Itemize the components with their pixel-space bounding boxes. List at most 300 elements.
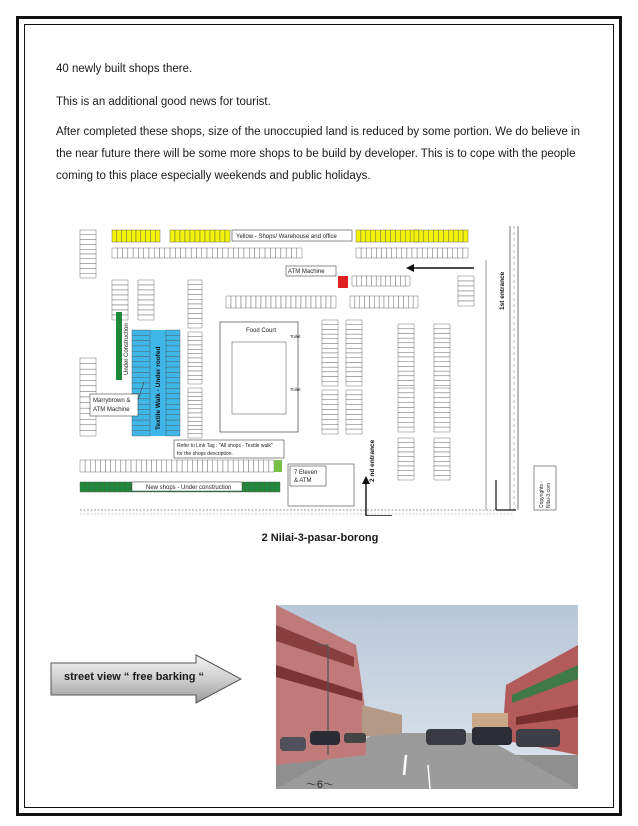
shop-lot <box>458 296 474 301</box>
shop-lot <box>387 248 392 258</box>
shop-lot <box>346 358 362 363</box>
second-entrance-label: 2 nd entrance <box>369 439 376 482</box>
shop-lot <box>281 296 286 308</box>
shop-lot <box>331 296 336 308</box>
shop-lot <box>202 248 207 258</box>
shop-lot <box>188 314 202 319</box>
shop-lot <box>322 390 338 395</box>
refer-line2: for the shops description. <box>177 451 233 457</box>
shop-lot <box>326 296 331 308</box>
shop-lot <box>434 362 450 367</box>
shop-lot <box>254 460 259 472</box>
shop-lot <box>346 325 362 330</box>
shop-lot <box>398 388 414 393</box>
paragraph-3: After completed these shops, size of the unoccupied land is reduced by some portion. We do believe in the near future there will be some more shops to be build by developer. This is to cope with the people coming to this place especially weekends and public holidays. <box>56 126 580 182</box>
shop-lot <box>255 248 260 258</box>
shop-lot <box>346 348 362 353</box>
shop-lot <box>371 248 376 258</box>
shop-lot <box>434 403 450 408</box>
shop-lot <box>188 345 202 349</box>
new-shop-stall <box>245 482 250 492</box>
new-shop-stall <box>105 482 110 492</box>
shop-lot <box>100 460 105 472</box>
shop-lot <box>402 248 407 258</box>
seven-eleven-line1: 7 Eleven <box>294 470 318 476</box>
yellow-shop <box>434 230 439 242</box>
shop-lot <box>207 248 212 258</box>
shop-lot <box>112 248 117 258</box>
shop-lot <box>399 296 404 308</box>
shop-lot <box>123 248 128 258</box>
shop-lot <box>376 276 381 286</box>
shop-lot <box>408 296 413 308</box>
parking-bay <box>80 375 96 381</box>
shop-lot <box>346 339 362 344</box>
textile-stall <box>166 378 180 383</box>
shop-lot <box>352 276 357 286</box>
yellow-shop <box>386 230 391 242</box>
shop-lot <box>434 408 450 413</box>
shop-lot <box>138 290 154 295</box>
textile-stall <box>132 341 150 346</box>
shop-lot <box>355 296 360 308</box>
map-caption: 2 Nilai-3-pasar-borong <box>261 532 379 544</box>
textile-stall <box>166 330 180 335</box>
shop-lot <box>146 460 151 472</box>
paragraph-2: This is an additional good news for tourist. <box>56 96 271 108</box>
shop-lot <box>392 248 397 258</box>
shop-lot <box>188 392 202 396</box>
shop-lot <box>366 248 371 258</box>
shop-lot <box>398 381 414 386</box>
shop-lot <box>398 398 414 403</box>
shop-lot <box>434 366 450 371</box>
shop-lot <box>233 248 238 258</box>
shop-lot <box>208 460 213 472</box>
shop-lot <box>346 381 362 386</box>
seven-eleven-shop <box>274 460 282 472</box>
shop-lot <box>398 447 414 452</box>
shop-lot <box>121 460 126 472</box>
yellow-shop <box>170 230 175 242</box>
shop-lot <box>296 296 301 308</box>
parking-bay <box>80 380 96 386</box>
shop-lot <box>165 248 170 258</box>
shop-lot <box>251 296 256 308</box>
shop-lot <box>434 388 450 393</box>
shop-lot <box>398 324 414 329</box>
shop-lot <box>322 377 338 382</box>
parking-bay <box>80 273 96 278</box>
yellow-shop <box>150 230 155 242</box>
shop-lot <box>322 339 338 344</box>
shop-lot <box>80 460 85 472</box>
shop-lot <box>241 296 246 308</box>
under-construction-label: Under Construction <box>124 323 130 375</box>
yellow-shop <box>400 230 405 242</box>
shop-lot <box>398 393 414 398</box>
shop-lot <box>434 422 450 427</box>
parking-bay <box>80 259 96 264</box>
shop-lot <box>286 248 291 258</box>
shop-lot <box>322 329 338 334</box>
shop-lot <box>405 276 410 286</box>
textile-stall <box>132 351 150 356</box>
shop-lot <box>391 276 396 286</box>
yellow-shop <box>175 230 180 242</box>
shop-lot <box>136 460 141 472</box>
parking-bay <box>80 358 96 364</box>
shop-lot <box>322 381 338 386</box>
shop-lot <box>398 357 414 362</box>
yellow-shop <box>136 230 141 242</box>
shop-lot <box>427 248 432 258</box>
textile-stall <box>166 362 180 367</box>
shop-lot <box>398 338 414 343</box>
shop-lot <box>276 248 281 258</box>
shop-lot <box>271 296 276 308</box>
shop-lot <box>434 357 450 362</box>
new-shop-stall <box>270 482 275 492</box>
shop-lot <box>167 460 172 472</box>
street-view-photo <box>276 605 578 789</box>
shop-lot <box>403 296 408 308</box>
yellow-shop <box>185 230 190 242</box>
yellow-shop <box>220 230 225 242</box>
shop-lot <box>322 429 338 434</box>
textile-stall <box>166 388 180 393</box>
shop-lot <box>212 248 217 258</box>
shop-lot <box>188 405 202 409</box>
street-view-label: street view “ free barking “ <box>64 671 204 683</box>
shop-lot <box>306 296 311 308</box>
shop-lot <box>434 471 450 476</box>
shop-lot <box>412 248 417 258</box>
shop-lot <box>188 388 202 392</box>
shop-lot <box>182 460 187 472</box>
textile-stall <box>132 425 150 430</box>
food-court-inner <box>232 342 286 414</box>
textile-stall <box>166 335 180 340</box>
food-court-label: Food Court <box>246 328 277 334</box>
shop-lot <box>243 460 248 472</box>
shop-lot <box>186 248 191 258</box>
parking-bay <box>80 254 96 259</box>
shop-lot <box>346 344 362 349</box>
yellow-shop <box>155 230 160 242</box>
shop-lot <box>434 452 450 457</box>
shop-lot <box>398 427 414 432</box>
yellow-shop <box>180 230 185 242</box>
site-map <box>76 220 566 516</box>
shop-lot <box>322 325 338 330</box>
shop-lot <box>85 460 90 472</box>
shop-lot <box>112 285 128 290</box>
shop-lot <box>346 362 362 367</box>
shop-lot <box>281 248 286 258</box>
shop-lot <box>138 295 154 300</box>
shop-lot <box>112 305 128 310</box>
shop-lot <box>434 475 450 480</box>
new-shop-stall <box>95 482 100 492</box>
shop-lot <box>188 430 202 434</box>
shop-lot <box>434 393 450 398</box>
shop-lot <box>172 460 177 472</box>
yellow-shop <box>141 230 146 242</box>
shop-lot <box>434 398 450 403</box>
shop-lot <box>322 424 338 429</box>
shop-lot <box>443 248 448 258</box>
shop-lot <box>398 343 414 348</box>
shop-lot <box>458 301 474 306</box>
parking-bay <box>80 249 96 254</box>
shop-lot <box>376 248 381 258</box>
shop-lot <box>400 276 405 286</box>
shop-lot <box>346 419 362 424</box>
shop-lot <box>434 438 450 443</box>
shop-lot <box>398 471 414 476</box>
new-shop-stall <box>125 482 130 492</box>
shop-lot <box>322 358 338 363</box>
shop-lot <box>398 443 414 448</box>
textile-walk-label: Textile Walk - Under roofed <box>155 346 162 430</box>
shop-lot <box>417 248 422 258</box>
textile-stall <box>132 372 150 377</box>
shop-lot <box>188 409 202 413</box>
shop-lot <box>197 460 202 472</box>
shop-lot <box>322 414 338 419</box>
shop-lot <box>188 299 202 304</box>
shop-lot <box>261 296 266 308</box>
shop-lot <box>398 457 414 462</box>
shop-lot <box>138 305 154 310</box>
shop-lot <box>260 248 265 258</box>
shop-lot <box>297 248 302 258</box>
textile-stall <box>166 415 180 420</box>
shop-lot <box>188 375 202 379</box>
shop-lot <box>398 403 414 408</box>
shop-lot <box>434 352 450 357</box>
shop-lot <box>188 336 202 340</box>
textile-stall <box>132 346 150 351</box>
shop-lot <box>346 377 362 382</box>
shop-lot <box>360 296 365 308</box>
shop-lot <box>434 333 450 338</box>
yellow-shop <box>414 230 419 242</box>
shop-lot <box>322 367 338 372</box>
yellow-shop <box>356 230 361 242</box>
shop-lot <box>361 248 366 258</box>
shop-lot <box>362 276 367 286</box>
shop-lot <box>398 475 414 480</box>
shop-lot <box>365 296 370 308</box>
shop-lot <box>346 424 362 429</box>
bottom-shop-row <box>80 460 274 472</box>
shop-lot <box>138 300 154 305</box>
shop-lot <box>398 352 414 357</box>
shop-lot <box>346 353 362 358</box>
shop-lot <box>90 460 95 472</box>
parking-bay <box>80 364 96 370</box>
shop-lot <box>346 400 362 405</box>
yellow-shop <box>439 230 444 242</box>
shop-lot <box>276 296 281 308</box>
shop-lot <box>126 460 131 472</box>
shop-lot <box>384 296 389 308</box>
shop-lot <box>386 276 391 286</box>
yellow-shop <box>458 230 463 242</box>
textile-stall <box>132 383 150 388</box>
shop-lot <box>138 315 154 320</box>
parking-bay <box>80 369 96 375</box>
shop-lot <box>213 460 218 472</box>
yellow-shop <box>381 230 386 242</box>
yellow-shop <box>205 230 210 242</box>
shop-lot <box>398 417 414 422</box>
shop-lot <box>381 276 386 286</box>
shop-lot <box>322 348 338 353</box>
shop-lot <box>346 395 362 400</box>
new-shop-stall <box>90 482 95 492</box>
parking-bay <box>80 235 96 240</box>
shop-lot <box>95 460 100 472</box>
shop-lot <box>231 296 236 308</box>
shop-lot <box>188 434 202 438</box>
shop-lot <box>238 460 243 472</box>
new-shop-stall <box>255 482 260 492</box>
shop-lot <box>398 348 414 353</box>
shop-lot <box>196 248 201 258</box>
new-shop-stall <box>120 482 125 492</box>
shop-lot <box>203 460 208 472</box>
yellow-shop <box>371 230 376 242</box>
textile-stall <box>132 431 150 436</box>
shop-lot <box>106 460 111 472</box>
shop-lot <box>270 248 275 258</box>
shop-lot <box>244 248 249 258</box>
legend-top-text: Yellow - Shops/ Warehouse and office <box>236 234 337 240</box>
shop-lot <box>162 460 167 472</box>
shop-lot <box>188 401 202 405</box>
textile-stall <box>166 346 180 351</box>
shop-lot <box>434 343 450 348</box>
shop-lot <box>346 410 362 415</box>
shop-lot <box>128 248 133 258</box>
shop-lot <box>188 318 202 323</box>
shop-lot <box>188 304 202 309</box>
shop-lot <box>434 329 450 334</box>
shop-lot <box>434 427 450 432</box>
shop-lot <box>346 372 362 377</box>
under-construction-bar <box>116 312 122 380</box>
textile-stall <box>166 372 180 377</box>
atm-label: ATM Machine <box>288 269 325 275</box>
shop-lot <box>434 381 450 386</box>
shop-lot <box>394 296 399 308</box>
shop-lot <box>170 248 175 258</box>
shop-lot <box>322 362 338 367</box>
shop-lot <box>188 421 202 425</box>
textile-stall <box>132 362 150 367</box>
new-shop-stall <box>260 482 265 492</box>
atm-red-shop <box>338 276 348 288</box>
shop-lot <box>133 248 138 258</box>
shop-lot <box>111 460 116 472</box>
shop-lot <box>458 291 474 296</box>
shop-lot <box>264 460 269 472</box>
shop-lot <box>322 410 338 415</box>
shop-lot <box>138 248 143 258</box>
shop-lot <box>397 248 402 258</box>
shop-lot <box>223 460 228 472</box>
shop-lot <box>188 380 202 384</box>
textile-stall <box>166 367 180 372</box>
shop-lot <box>367 276 372 286</box>
shop-lot <box>316 296 321 308</box>
textile-stall <box>132 335 150 340</box>
shop-lot <box>398 438 414 443</box>
shop-lot <box>434 466 450 471</box>
shop-lot <box>188 309 202 314</box>
shop-lot <box>432 248 437 258</box>
new-shop-stall <box>110 482 115 492</box>
yellow-shop <box>405 230 410 242</box>
shop-lot <box>188 280 202 285</box>
textile-stall <box>166 431 180 436</box>
new-shop-stall <box>275 482 280 492</box>
new-shop-stall <box>85 482 90 492</box>
yellow-shop <box>195 230 200 242</box>
shop-lot <box>357 276 362 286</box>
parking-bay <box>80 230 96 235</box>
shop-lot <box>236 296 241 308</box>
shop-lot <box>381 248 386 258</box>
new-shop-stall <box>115 482 120 492</box>
shop-lot <box>188 294 202 299</box>
shop-lot <box>248 460 253 472</box>
shop-lot <box>434 324 450 329</box>
shop-lot <box>266 296 271 308</box>
shop-lot <box>218 248 223 258</box>
textile-stall <box>132 420 150 425</box>
shop-lot <box>112 290 128 295</box>
shop-lot <box>398 366 414 371</box>
shop-lot <box>138 285 154 290</box>
yellow-shop <box>225 230 230 242</box>
shop-lot <box>434 457 450 462</box>
shop-lot <box>346 320 362 325</box>
copyright-line2: Nilai-3.com <box>546 482 552 508</box>
paragraph-1: 40 newly built shops there. <box>56 63 193 75</box>
shop-lot <box>458 248 463 258</box>
shop-lot <box>322 344 338 349</box>
shop-lot <box>369 296 374 308</box>
parking-bay <box>80 430 96 436</box>
shop-lot <box>188 367 202 371</box>
shop-lot <box>453 248 458 258</box>
shop-lot <box>356 248 361 258</box>
shop-lot <box>265 248 270 258</box>
shop-lot <box>116 460 121 472</box>
yellow-shop <box>112 230 117 242</box>
new-shop-stall <box>250 482 255 492</box>
shop-lot <box>407 248 412 258</box>
shop-lot <box>346 367 362 372</box>
shop-lot <box>239 248 244 258</box>
shop-lot <box>311 296 316 308</box>
yellow-shop <box>448 230 453 242</box>
shop-lot <box>188 332 202 336</box>
